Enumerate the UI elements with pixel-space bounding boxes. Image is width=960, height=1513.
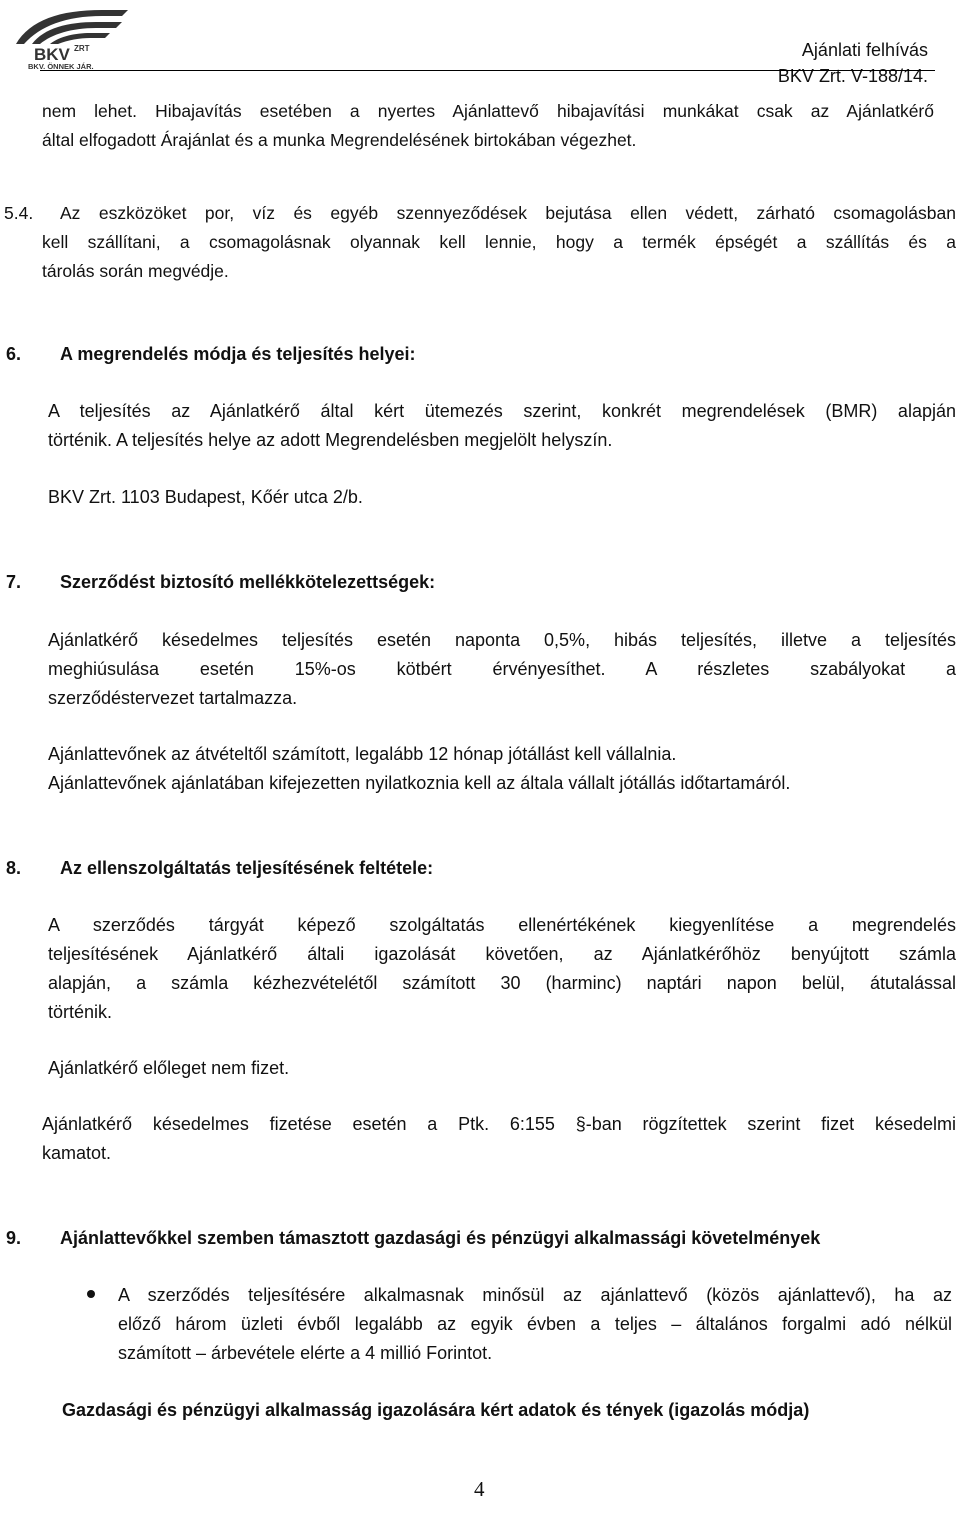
section-8-line: A szerződés tárgyát képező szolgáltatás ellenértékének kiegyenlítése a megrendelés bbox=[48, 915, 956, 935]
intro-line: által elfogadott Árajánlat és a munka Megrendelésének birtokában végezhet. bbox=[42, 130, 637, 150]
svg-text:BKV: BKV bbox=[34, 45, 70, 64]
section-8-title: Az ellenszolgáltatás teljesítésének feltétele: bbox=[60, 858, 434, 878]
section-6-line: A teljesítés az Ajánlatkérő által kért ütemezés szerint, konkrét megrendelések (BMR) alapján bbox=[48, 401, 956, 421]
section-8-line: kamatot. bbox=[42, 1143, 112, 1163]
bkv-logo-graphic bbox=[10, 0, 135, 70]
section-number: 9. bbox=[6, 1228, 22, 1248]
section-number: 5.4. bbox=[4, 203, 34, 223]
section-5-4-line: tárolás során megvédje. bbox=[42, 261, 229, 281]
header-rule bbox=[40, 70, 935, 71]
svg-text:BKV. ÖNNEK JÁR.: BKV. ÖNNEK JÁR. bbox=[28, 62, 94, 70]
section-5-4-line: Az eszközöket por, víz és egyéb szennyeződések bejutása ellen védett, zárható csomagolásban bbox=[60, 203, 956, 223]
page-number: 4 bbox=[474, 1477, 485, 1501]
section-6-address: BKV Zrt. 1103 Budapest, Kőér utca 2/b. bbox=[48, 487, 363, 507]
section-7-title: Szerződést biztosító mellékkötelezettségek: bbox=[60, 572, 436, 592]
svg-text:ZRT: ZRT bbox=[74, 44, 90, 53]
bkv-logo bbox=[10, 0, 135, 70]
section-8-line: Ajánlatkérő előleget nem fizet. bbox=[48, 1058, 290, 1078]
header-title: Ajánlati felhívás bbox=[801, 40, 928, 60]
section-5-4-line: kell szállítani, a csomagolásnak olyannak kell lennie, hogy a termék épségét a szállítás és a bbox=[42, 232, 956, 252]
section-9-bullet-line: számított – árbevétele elérte a 4 millió Forintot. bbox=[118, 1343, 493, 1363]
section-number: 6. bbox=[6, 344, 22, 364]
section-8-line: alapján, a számla kézhezvételétől számított 30 (harminc) naptári napon belül, átutalással bbox=[48, 973, 956, 993]
section-7-line: Ajánlattevőnek ajánlatában kifejezetten nyilatkoznia kell az általa vállalt jótállás időtartamáról. bbox=[48, 773, 791, 793]
section-7-line: meghiúsulása esetén 15%-os kötbért érvényesíthet. A részletes szabályokat a bbox=[48, 659, 956, 679]
section-7-line: Ajánlattevőnek az átvételtől számított, legalább 12 hónap jótállást kell vállalnia. bbox=[48, 744, 677, 764]
section-number: 7. bbox=[6, 572, 22, 592]
section-6-line: történik. A teljesítés helye az adott Megrendelésben megjelölt helyszín. bbox=[48, 430, 613, 450]
header-ref: BKV Zrt. V-188/14. bbox=[777, 66, 928, 86]
section-9-bullet-line: A szerződés teljesítésére alkalmasnak minősül az ajánlattevő (közös ajánlattevő), ha az bbox=[118, 1285, 952, 1305]
section-8-line: Ajánlatkérő késedelmes fizetése esetén a Ptk. 6:155 §-ban rögzítettek szerint fizet késedelmi bbox=[42, 1114, 956, 1134]
section-9-bullet-line: előző három üzleti évből legalább az egyik évben a teljes – általános forgalmi adó nélkül bbox=[118, 1314, 952, 1334]
intro-line: nem lehet. Hibajavítás esetében a nyertes Ajánlattevő hibajavítási munkákat csak az Ajánlatkérő bbox=[42, 101, 934, 121]
section-8-line: történik. bbox=[48, 1002, 113, 1022]
section-6-title: A megrendelés módja és teljesítés helyei: bbox=[60, 344, 416, 364]
section-8-line: teljesítésének Ajánlatkérő általi igazolását követően, az Ajánlatkérőhöz benyújtott számla bbox=[48, 944, 956, 964]
section-7-line: szerződéstervezet tartalmazza. bbox=[48, 688, 298, 708]
section-7-line: Ajánlatkérő késedelmes teljesítés esetén naponta 0,5%, hibás teljesítés, illetve a teljesítés bbox=[48, 630, 956, 650]
section-number: 8. bbox=[6, 858, 22, 878]
bullet-icon bbox=[87, 1290, 95, 1298]
section-9-title: Ajánlattevőkkel szemben támasztott gazdasági és pénzügyi alkalmassági követelmények bbox=[60, 1228, 821, 1248]
section-9-subtitle: Gazdasági és pénzügyi alkalmasság igazolására kért adatok és tények (igazolás módja) bbox=[62, 1400, 810, 1420]
